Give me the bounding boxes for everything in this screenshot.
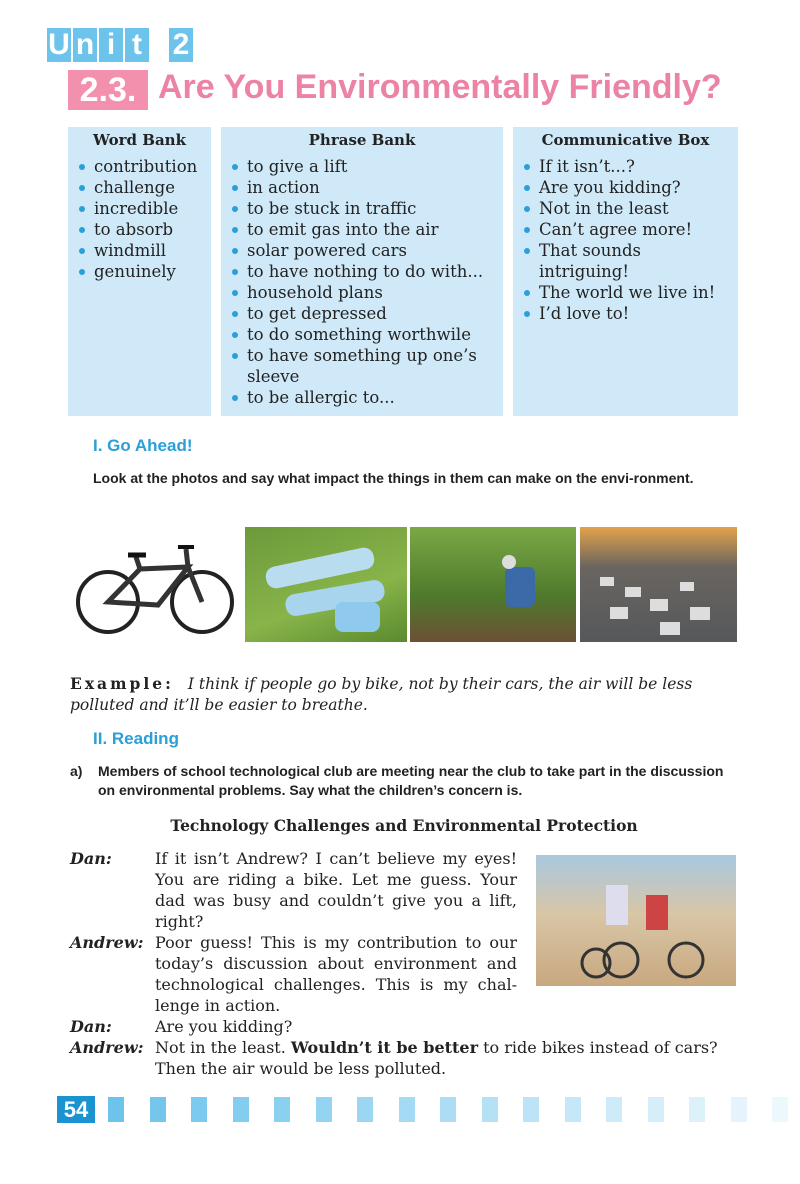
text-title: Technology Challenges and Environmental Protection <box>170 816 638 835</box>
dialogue-line: Are you kidding? <box>155 1017 293 1036</box>
unit-letter: n <box>73 28 97 62</box>
footer-decoration-square <box>523 1097 539 1122</box>
footer-decoration-square <box>482 1097 498 1122</box>
phrase-bank-item: to have nothing to do with... <box>227 261 497 282</box>
phrase-bank <box>221 127 503 416</box>
word-bank-item: incredible <box>74 198 205 219</box>
dialogue-line: If it isn’t Andrew? I can’t believe my eyes! You are riding a bike. Let me guess. Your dad was busy and couldn’t give you a lift, right? <box>155 849 517 931</box>
communicative-box-item: I’d love to! <box>519 303 732 324</box>
phrase-bank-item: household plans <box>227 282 497 303</box>
speaker: Andrew: <box>70 1038 144 1057</box>
unit-letter: t <box>125 28 149 62</box>
footer-decoration-square <box>191 1097 207 1122</box>
communicative-box-title: Communicative Box <box>541 131 710 149</box>
speaker: Dan: <box>70 849 112 868</box>
communicative-box-item: Not in the least <box>519 198 732 219</box>
footer-decoration-square <box>606 1097 622 1122</box>
phrase-bank-item: to be allergic to... <box>227 387 497 408</box>
communicative-box-item: If it isn’t...? <box>519 156 732 177</box>
speaker: Andrew: <box>70 933 144 952</box>
footer-decoration-square <box>648 1097 664 1122</box>
task-text: Members of school technological club are meeting near the club to take part in the discussion on environmental problems. Say what the children’s concern is. <box>98 763 724 798</box>
phrase-bank-item: to emit gas into the air <box>227 219 497 240</box>
word-bank-title: Word Bank <box>93 131 186 149</box>
speaker: Dan: <box>70 1017 112 1036</box>
footer-decoration-square <box>440 1097 456 1122</box>
dialogue <box>70 848 740 1079</box>
section-heading-reading: II. Reading <box>93 729 179 748</box>
footer-decoration-square <box>274 1097 290 1122</box>
footer-decoration-square <box>357 1097 373 1122</box>
unit-number: 2 <box>169 28 193 62</box>
phrase-bank-item: to have something up one’s sleeve <box>227 345 497 387</box>
communicative-box-item: Are you kidding? <box>519 177 732 198</box>
word-bank-item: to absorb <box>74 219 205 240</box>
phrase-bank-item: in action <box>227 177 497 198</box>
word-bank-item: windmill <box>74 240 205 261</box>
task-letter: a) <box>70 763 83 779</box>
footer-decoration-square <box>150 1097 166 1122</box>
example-text: I think if people go by bike, not by their cars, the air will be less polluted and it’ll be easier to breathe. <box>70 675 693 714</box>
phrase-bank-item: to get depressed <box>227 303 497 324</box>
section-heading-go-ahead: I. Go Ahead! <box>93 436 193 455</box>
footer-decoration-square <box>731 1097 747 1122</box>
phrase-bank-item: solar powered cars <box>227 240 497 261</box>
communicative-box-item: That sounds intriguing! <box>519 240 732 282</box>
bike-photo <box>70 527 238 642</box>
word-bank-item: contribution <box>74 156 205 177</box>
phrase-bank-item: to do something worthwile <box>227 324 497 345</box>
phrase-bank-item: to give a lift <box>227 156 497 177</box>
example-label: Example: <box>70 674 174 693</box>
page-title: Are You Environmentally Friendly? <box>158 68 722 106</box>
footer-decoration-square <box>399 1097 415 1122</box>
word-bank-item: challenge <box>74 177 205 198</box>
communicative-box <box>513 127 738 416</box>
footer-decoration-square <box>108 1097 124 1122</box>
footer-decoration-square <box>316 1097 332 1122</box>
unit-letter: U <box>48 28 70 61</box>
man-planting-photo <box>410 527 576 642</box>
phrase-bank-title: Phrase Bank <box>308 131 416 149</box>
lesson-number: 2.3. <box>68 70 148 110</box>
footer-decoration-square <box>772 1097 788 1122</box>
word-bank-item: genuinely <box>74 261 205 282</box>
communicative-box-item: Can’t agree more! <box>519 219 732 240</box>
instruction: Look at the photos and say what impact the things in them can make on the envi-ronment. <box>93 470 694 486</box>
traffic-jam-photo <box>580 527 737 642</box>
dialogue-line: Not in the least. Wouldn’t it be better to ride bikes instead of cars? Then the air would be less polluted. <box>155 1038 718 1078</box>
unit-label <box>47 28 193 62</box>
phrase-bank-item: to be stuck in traffic <box>227 198 497 219</box>
footer-decoration-square <box>689 1097 705 1122</box>
footer-decoration-square <box>233 1097 249 1122</box>
unit-letter: i <box>99 28 123 62</box>
communicative-box-item: The world we live in! <box>519 282 732 303</box>
plastic-bottles-photo <box>245 527 407 642</box>
dialogue-line: Poor guess! This is my contribution to our today’s discussion about environment and technological challenges. This is my chal-lenge in action. <box>155 933 517 1015</box>
example <box>70 673 740 716</box>
reading-task <box>70 762 738 800</box>
word-bank <box>68 127 211 416</box>
footer-decoration-square <box>565 1097 581 1122</box>
page-number: 54 <box>57 1096 95 1123</box>
